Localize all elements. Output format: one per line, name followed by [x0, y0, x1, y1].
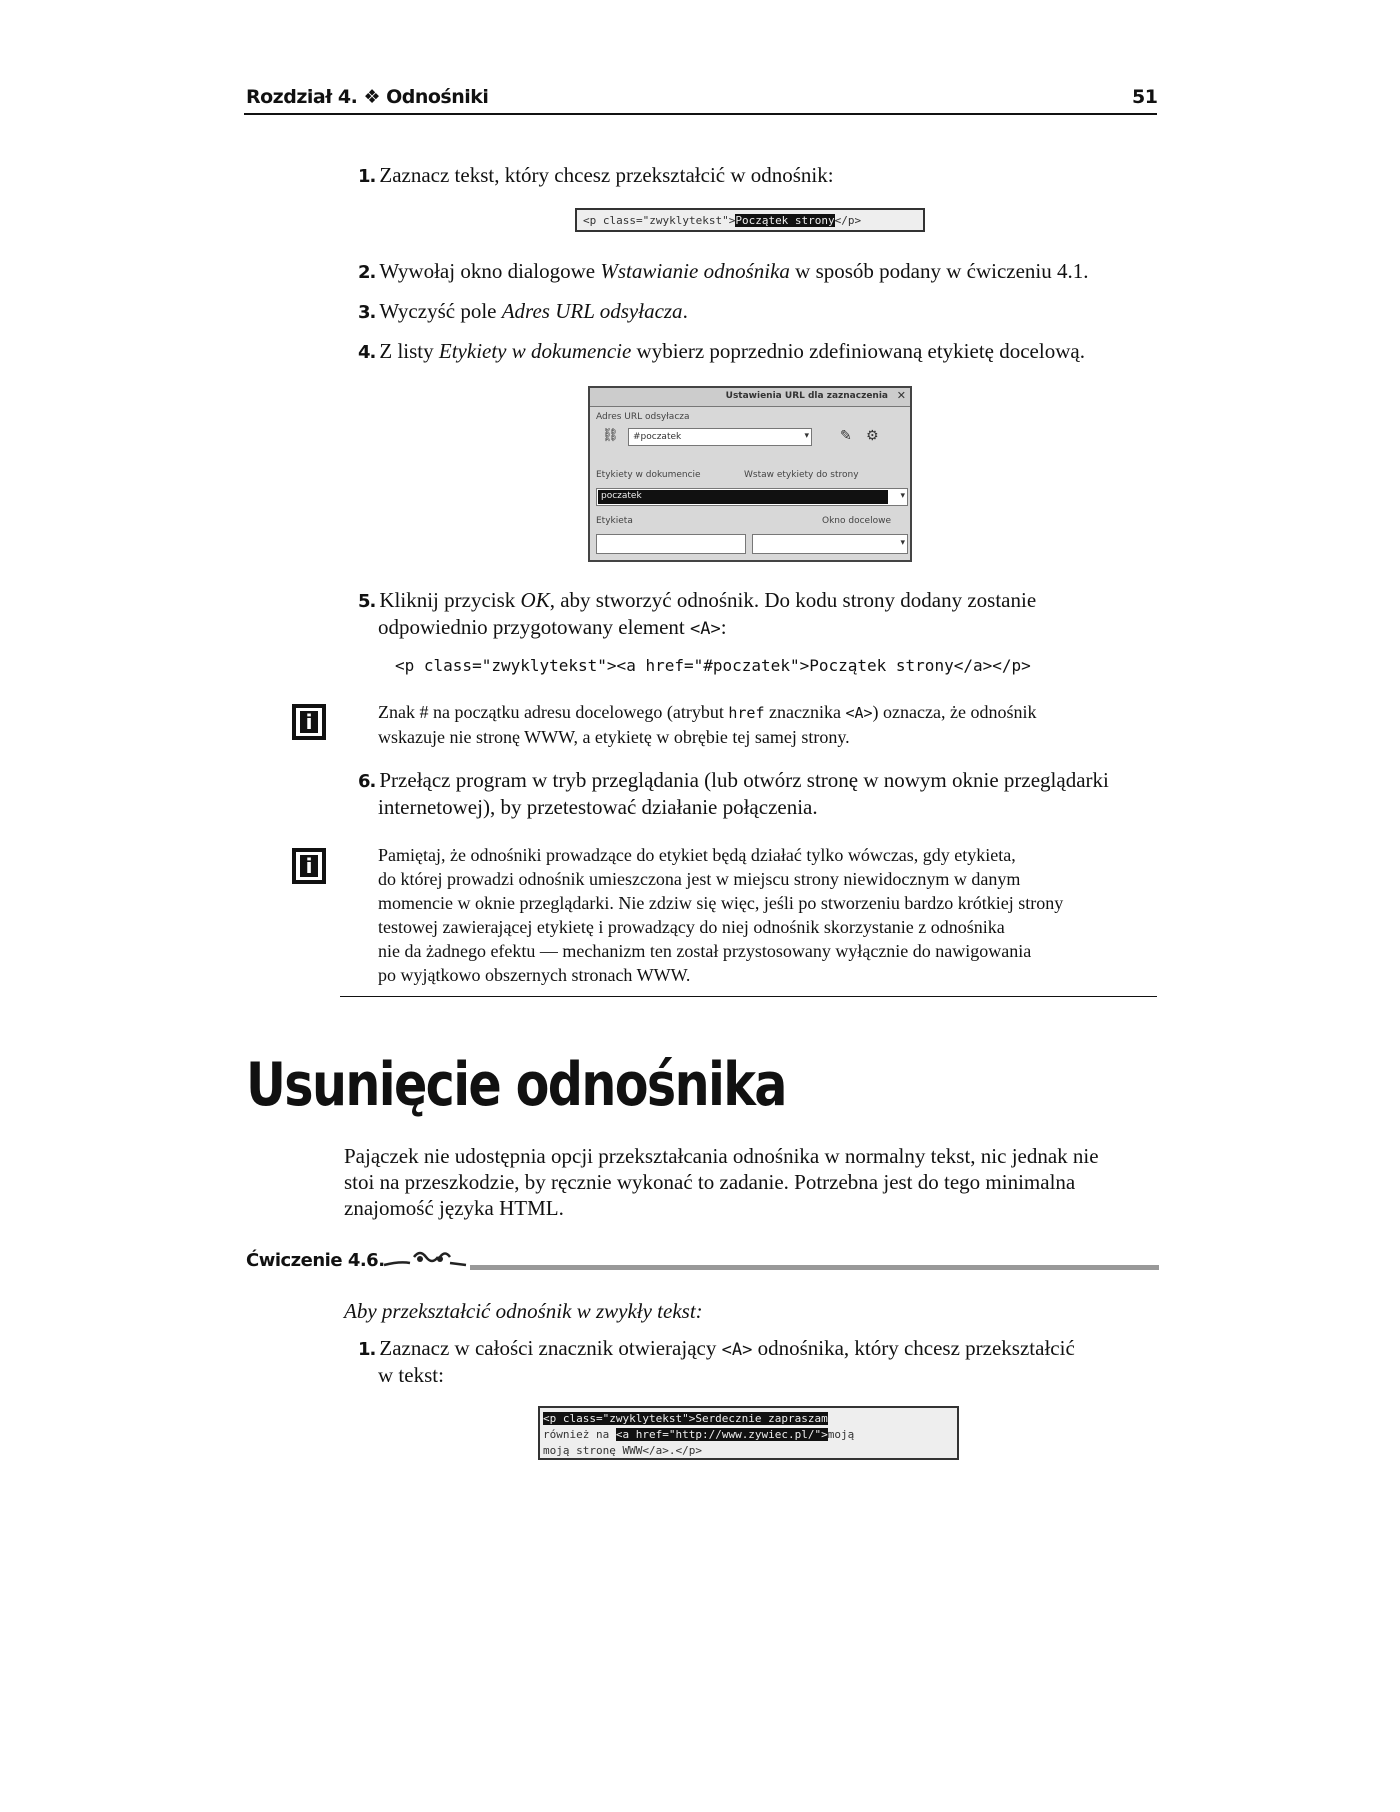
labels-label: Etykiety w dokumencie: [596, 470, 701, 480]
step-text: Kliknij przycisk: [379, 588, 521, 612]
page-number: 51: [1132, 86, 1158, 108]
frames-field[interactable]: [596, 534, 746, 554]
paragraph-line: znajomość języka HTML.: [344, 1196, 564, 1220]
step-5: [358, 587, 1036, 615]
note-line: nie da żadnego efektu — mechanizm ten został przystosowany wyłącznie do nawigowania: [378, 941, 1032, 961]
step-2: [358, 258, 1089, 286]
window-field[interactable]: [752, 534, 908, 554]
step-text-end: , aby stworzyć odnośnik. Do kodu strony dodany zostanie: [549, 588, 1037, 612]
step-number: 2.: [358, 262, 376, 283]
exercise-label: Ćwiczenie 4.6.: [246, 1250, 385, 1271]
section-paragraph: [344, 1143, 1159, 1221]
step-text: Zaznacz w całości znacznik otwierający: [379, 1336, 722, 1360]
note-line: Pamiętaj, że odnośniki prowadzące do etykiet będą działać tylko wówczas, gdy etykieta,: [378, 845, 1016, 865]
code-example: <p class="zwyklytekst"><a href="#poczatek">Początek strony</a></p>: [395, 656, 1031, 675]
labels-list-selected[interactable]: [598, 490, 888, 504]
step-text: Z listy: [379, 339, 439, 363]
step-6: [358, 767, 1109, 795]
note-line: momencie w oknie przeglądarki. Nie zdziw się więc, jeśli po stworzeniu bardzo krótkiej strony: [378, 893, 1064, 913]
note-1: [378, 700, 1036, 749]
dialog-close-icon[interactable]: ✕: [896, 389, 906, 402]
frames-label: Etykieta: [596, 516, 633, 526]
note-code: href: [728, 704, 765, 722]
labels-list-selected-text: poczatek: [601, 491, 642, 501]
window-dropdown-icon[interactable]: ▾: [900, 538, 905, 548]
code-selection: Początek strony: [735, 214, 835, 227]
step-text-end: odnośnika, który chcesz przekształcić: [752, 1336, 1075, 1360]
step-text-end: wybierz poprzednio zdefiniowaną etykietę docelową.: [631, 339, 1085, 363]
exercise-rule: [470, 1265, 1159, 1270]
browse-icon[interactable]: ✎: [840, 428, 852, 444]
code-line: moją stronę WWW</a>.</p>: [543, 1444, 702, 1457]
section-title: Usunięcie odnośnika: [246, 1050, 786, 1120]
labels-dropdown-icon[interactable]: ▾: [900, 491, 905, 501]
target-icon[interactable]: ⚙: [866, 428, 879, 444]
exercise-intro: Aby przekształcić odnośnik w zwykły tekst:: [344, 1299, 703, 1323]
step-number: 1.: [358, 1339, 376, 1360]
note-2: [378, 843, 1063, 987]
step-text: Wywołaj okno dialogowe: [379, 259, 601, 283]
note-text: Znak # na początku adresu docelowego (atrybut: [378, 702, 729, 722]
dialog-title: Ustawienia URL dla zaznaczenia: [725, 391, 888, 401]
note-text: znacznika: [764, 702, 846, 722]
note-end-rule: [340, 996, 1157, 997]
step-text-end: .: [682, 299, 688, 323]
step-text-end: :: [720, 615, 727, 639]
code-line: [543, 1427, 954, 1443]
step-text: Wyczyść pole: [379, 299, 502, 323]
window-label: Okno docelowe: [822, 516, 891, 526]
exercise-step-1-line2: w tekst:: [378, 1363, 444, 1387]
info-icon: i: [292, 848, 326, 884]
running-header-chapter: Rozdział 4. ❖ Odnośniki: [246, 86, 489, 108]
link-icon: ⛓: [602, 428, 619, 443]
code-before: <p class="zwyklytekst">: [583, 214, 736, 227]
step-emphasis: Wstawianie odnośnika: [600, 259, 790, 283]
insert-label: Wstaw etykiety do strony: [744, 470, 859, 480]
step-text-end: w sposób podany w ćwiczeniu 4.1.: [789, 259, 1089, 283]
code-text: moją: [827, 1428, 855, 1441]
step-number: 3.: [358, 302, 376, 323]
step-emphasis: OK: [520, 588, 550, 612]
url-field[interactable]: [628, 428, 812, 446]
step-emphasis: Etykiety w dokumencie: [438, 339, 632, 363]
code-selection: <p class="zwyklytekst">Serdecznie zapraszam: [543, 1412, 828, 1425]
header-rule: [244, 113, 1157, 115]
step-6-line2: internetowej), by przetestować działanie połączenia.: [378, 795, 818, 819]
step-4: [358, 338, 1085, 366]
code-line: [543, 1411, 954, 1427]
note-line: testowej zawierającej etykietę i prowadzący do niej odnośnik skorzystanie z odnośnika: [378, 917, 1005, 937]
url-dropdown-icon[interactable]: ▾: [804, 431, 809, 441]
note-text: ) oznacza, że odnośnik: [872, 702, 1037, 722]
url-field-value: #poczatek: [633, 432, 682, 442]
step-number: 5.: [358, 591, 376, 612]
step-number: 4.: [358, 342, 376, 363]
dialog-titlebar: [590, 388, 910, 407]
paragraph-line: stoi na przeszkodzie, by ręcznie wykonać to zadanie. Potrzebna jest do tego minimalna: [344, 1170, 1076, 1194]
code-text: również na: [543, 1428, 616, 1441]
note-line: do której prowadzi odnośnik umieszczona jest w miejscu strony niewidocznym w danym: [378, 869, 1021, 889]
info-icon: i: [292, 704, 326, 740]
step-text: Zaznacz tekst, który chcesz przekształcić w odnośnik:: [379, 163, 834, 187]
url-label: Adres URL odsyłacza: [596, 412, 690, 422]
code-after: </p>: [834, 214, 862, 227]
step-number: 1.: [358, 166, 376, 187]
labels-list[interactable]: [596, 488, 908, 506]
step-text: Przełącz program w tryb przeglądania (lub otwórz stronę w nowym oknie przeglądarki: [379, 768, 1109, 792]
step-3: [358, 298, 688, 326]
step-1: [358, 162, 834, 190]
exercise-step-1: [358, 1335, 1075, 1364]
note-line: wskazuje nie stronę WWW, a etykietę w obrębie tej samej strony.: [378, 727, 850, 747]
code-selection: <a href="http://www.zywiec.pl/">: [615, 1428, 828, 1441]
step-text: odpowiednio przygotowany element: [378, 615, 691, 639]
note-line: po wyjątkowo obszernych stronach WWW.: [378, 965, 691, 985]
step-5-line2: [378, 614, 727, 643]
step-code: <A>: [721, 1340, 753, 1360]
note-line: [378, 700, 1036, 725]
step-emphasis: Adres URL odsyłacza: [501, 299, 683, 323]
step-code: <A>: [690, 619, 721, 639]
exercise-ornament: [380, 1247, 470, 1269]
step-number: 6.: [358, 771, 376, 792]
note-code: <A>: [845, 704, 873, 722]
code-screenshot-2: [538, 1406, 959, 1460]
code-screenshot-1: [575, 208, 925, 232]
dialog-screenshot: [588, 386, 912, 562]
paragraph-line: Pajączek nie udostępnia opcji przekształcania odnośnika w normalny tekst, nic jednak nie: [344, 1144, 1099, 1168]
